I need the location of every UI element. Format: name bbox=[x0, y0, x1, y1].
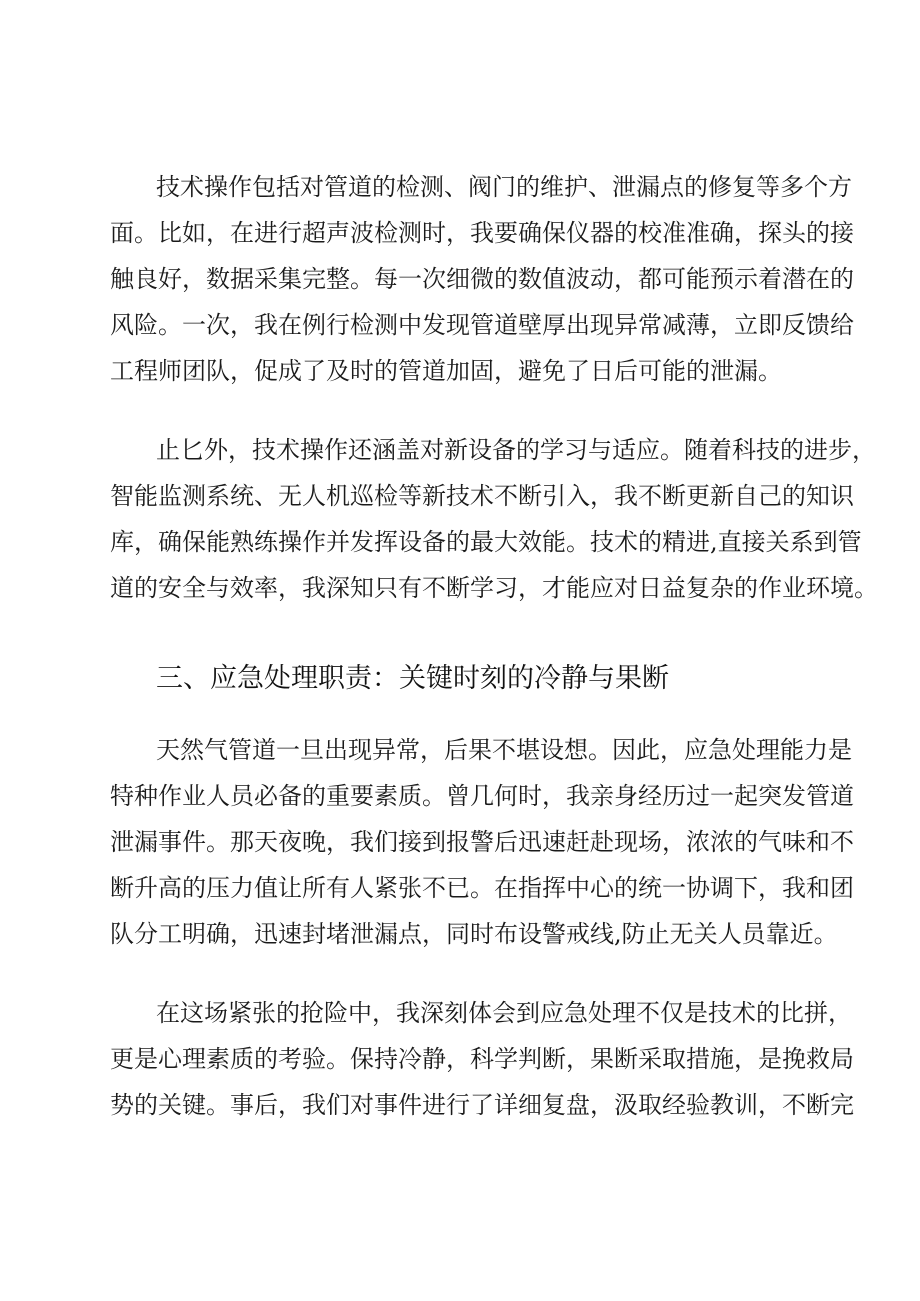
paragraph-line: 技术操作包括对管道的检测、阀门的维护、泄漏点的修复等多个方 bbox=[156, 173, 852, 201]
paragraph-technical-operations bbox=[110, 164, 854, 394]
paragraph-line: 势的关键。事后，我们对事件进行了详细复盘，汲取经验教训，不断完 bbox=[110, 1091, 854, 1119]
paragraph-line: 特种作业人员必备的重要素质。曾几何时，我亲身经历过一起突发管道 bbox=[110, 782, 854, 810]
paragraph-rescue-reflection bbox=[110, 990, 854, 1128]
paragraph-line: 风险。一次，我在例行检测中发现管道壁厚出现异常减薄，立即反馈给 bbox=[110, 311, 854, 339]
paragraph-line: 更是心理素质的考验。保持冷静，科学判断，果断采取措施，是挽救局 bbox=[110, 1045, 854, 1073]
paragraph-line: 触良好，数据采集完整。每一次细微的数值波动，都可能预示着潜在的 bbox=[110, 265, 854, 293]
paragraph-line: 工程师团队，促成了及时的管道加固，避免了日后可能的泄漏。 bbox=[110, 357, 782, 385]
paragraph-line: 断升高的压力值让所有人紧张不已。在指挥中心的统一协调下，我和团 bbox=[110, 874, 854, 902]
paragraph-line: 库，确保能熟练操作并发挥设备的最大效能。技术的精进,直接关系到管 bbox=[110, 528, 862, 556]
paragraph-emergency-response bbox=[110, 727, 854, 957]
paragraph-line: 面。比如，在进行超声波检测时，我要确保仪器的校准准确，探头的接 bbox=[110, 219, 854, 247]
paragraph-line: 在这场紧张的抢险中，我深刻体会到应急处理不仅是技术的比拼， bbox=[156, 999, 852, 1027]
paragraph-line: 止匕外，技术操作还涵盖对新设备的学习与适应。随着科技的进步， bbox=[156, 436, 876, 464]
paragraph-line: 智能监测系统、无人机巡检等新技术不断引入，我不断更新自己的知识 bbox=[110, 482, 854, 510]
paragraph-new-equipment bbox=[110, 427, 878, 611]
section-heading: 三、应急处理职责：关键时刻的冷静与果断 bbox=[156, 663, 669, 694]
paragraph-line: 队分工明确，迅速封堵泄漏点，同时布设警戒线,防止无关人员靠近。 bbox=[110, 920, 838, 948]
paragraph-line: 天然气管道一旦出现异常，后果不堪设想。因此，应急处理能力是 bbox=[156, 736, 852, 764]
paragraph-line: 泄漏事件。那天夜晚，我们接到报警后迅速赶赴现场，浓浓的气味和不 bbox=[110, 828, 854, 856]
paragraph-line: 道的安全与效率，我深知只有不断学习，才能应对日益复杂的作业环境。 bbox=[110, 574, 878, 602]
